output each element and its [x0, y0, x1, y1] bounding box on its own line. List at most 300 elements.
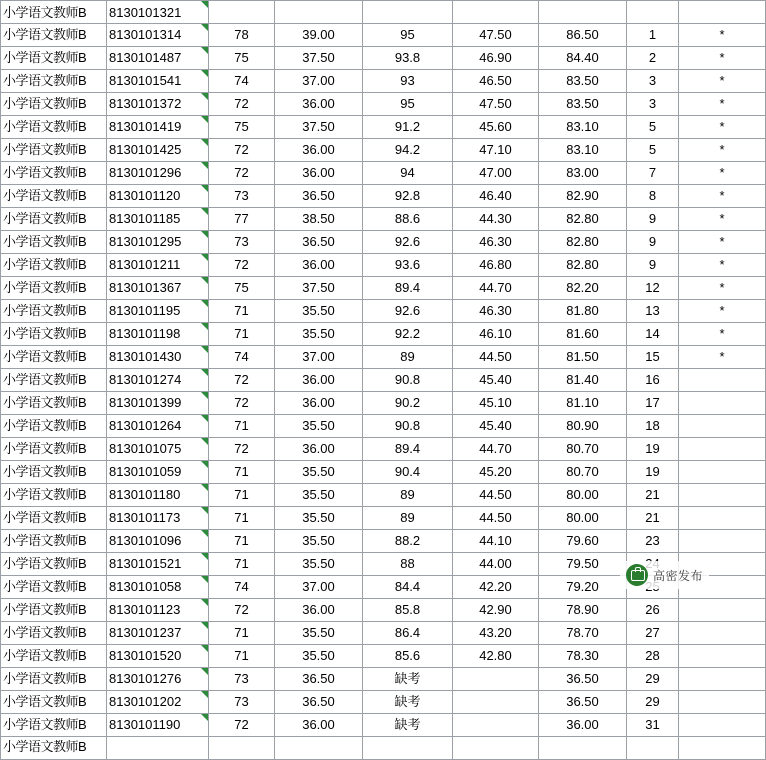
cell-note	[679, 461, 766, 484]
cell-written-score: 72	[209, 714, 275, 737]
cell-note: *	[679, 162, 766, 185]
cell-interview-score	[363, 1, 453, 24]
cell-exam-code: 8130101198	[107, 323, 209, 346]
cell-interview-score: 92.2	[363, 323, 453, 346]
cell-interview-score: 85.8	[363, 599, 453, 622]
cell-interview-converted: 43.20	[453, 622, 539, 645]
cell-interview-score: 90.8	[363, 415, 453, 438]
cell-total-score: 36.00	[539, 714, 627, 737]
cell-total-score: 81.80	[539, 300, 627, 323]
cell-exam-code: 8130101541	[107, 70, 209, 93]
cell-total-score: 80.00	[539, 507, 627, 530]
cell-post: 小学语文教师B	[1, 438, 107, 461]
cell-interview-score: 88	[363, 553, 453, 576]
cell-rank: 15	[627, 346, 679, 369]
cell-written-converted: 36.00	[275, 162, 363, 185]
cell-total-score: 82.80	[539, 208, 627, 231]
cell-total-score: 79.20	[539, 576, 627, 599]
cell-written-score: 72	[209, 162, 275, 185]
cell-exam-code: 8130101180	[107, 484, 209, 507]
cell-note	[679, 668, 766, 691]
cell-interview-converted: 46.40	[453, 185, 539, 208]
cell-written-converted: 36.00	[275, 714, 363, 737]
megaphone-icon	[626, 564, 648, 586]
cell-written-score: 72	[209, 139, 275, 162]
cell-written-converted: 35.50	[275, 415, 363, 438]
cell-total-score: 36.50	[539, 668, 627, 691]
cell-total-score: 83.50	[539, 93, 627, 116]
table-row[interactable]	[1, 93, 766, 116]
cell-note	[679, 737, 766, 760]
cell-written-score: 73	[209, 691, 275, 714]
cell-total-score: 83.50	[539, 70, 627, 93]
cell-written-score: 71	[209, 507, 275, 530]
cell-total-score: 78.70	[539, 622, 627, 645]
cell-interview-score: 93	[363, 70, 453, 93]
table-row[interactable]	[1, 231, 766, 254]
cell-written-converted: 38.50	[275, 208, 363, 231]
table-row[interactable]	[1, 162, 766, 185]
cell-post: 小学语文教师B	[1, 461, 107, 484]
cell-post: 小学语文教师B	[1, 277, 107, 300]
table-row-clipped-top[interactable]	[1, 1, 766, 24]
table-row[interactable]	[1, 369, 766, 392]
cell-rank	[627, 1, 679, 24]
cell-written-score: 71	[209, 461, 275, 484]
cell-written-score: 71	[209, 530, 275, 553]
cell-interview-score: 93.8	[363, 47, 453, 70]
cell-total-score: 78.90	[539, 599, 627, 622]
cell-rank: 9	[627, 208, 679, 231]
cell-rank: 7	[627, 162, 679, 185]
cell-written-score: 72	[209, 438, 275, 461]
cell-post: 小学语文教师B	[1, 484, 107, 507]
cell-total-score: 79.60	[539, 530, 627, 553]
cell-interview-score: 86.4	[363, 622, 453, 645]
cell-written-score: 78	[209, 24, 275, 47]
cell-rank: 1	[627, 24, 679, 47]
cell-interview-score: 88.2	[363, 530, 453, 553]
cell-note	[679, 484, 766, 507]
table-row[interactable]	[1, 622, 766, 645]
cell-note: *	[679, 47, 766, 70]
cell-interview-score: 93.6	[363, 254, 453, 277]
cell-written-converted: 36.50	[275, 231, 363, 254]
cell-exam-code: 8130101185	[107, 208, 209, 231]
cell-interview-converted: 46.90	[453, 47, 539, 70]
cell-interview-converted: 44.70	[453, 438, 539, 461]
cell-post: 小学语文教师B	[1, 254, 107, 277]
cell-interview-score: 89	[363, 346, 453, 369]
table-row[interactable]	[1, 47, 766, 70]
cell-interview-converted: 45.10	[453, 392, 539, 415]
cell-written-converted: 35.50	[275, 507, 363, 530]
cell-written-converted: 36.00	[275, 254, 363, 277]
table-row[interactable]	[1, 208, 766, 231]
cell-rank	[627, 737, 679, 760]
cell-written-converted: 37.00	[275, 70, 363, 93]
cell-post: 小学语文教师B	[1, 208, 107, 231]
cell-interview-score: 89	[363, 507, 453, 530]
table-row[interactable]	[1, 714, 766, 737]
cell-rank: 2	[627, 47, 679, 70]
table-row[interactable]	[1, 530, 766, 553]
cell-written-converted	[275, 737, 363, 760]
cell-rank: 5	[627, 116, 679, 139]
cell-interview-converted: 44.30	[453, 208, 539, 231]
cell-written-converted: 37.50	[275, 47, 363, 70]
watermark-label: 高密发布	[652, 568, 703, 583]
table-row[interactable]	[1, 507, 766, 530]
cell-interview-converted: 45.40	[453, 415, 539, 438]
cell-exam-code: 8130101123	[107, 599, 209, 622]
cell-total-score: 80.70	[539, 461, 627, 484]
cell-note: *	[679, 185, 766, 208]
table-row[interactable]	[1, 599, 766, 622]
cell-written-score: 71	[209, 300, 275, 323]
cell-interview-score: 92.6	[363, 300, 453, 323]
cell-interview-score: 90.8	[363, 369, 453, 392]
cell-total-score: 80.70	[539, 438, 627, 461]
cell-post: 小学语文教师B	[1, 645, 107, 668]
cell-total-score	[539, 1, 627, 24]
cell-exam-code: 8130101120	[107, 185, 209, 208]
cell-total-score	[539, 737, 627, 760]
cell-written-converted: 37.00	[275, 346, 363, 369]
cell-interview-score: 缺考	[363, 668, 453, 691]
cell-written-score: 71	[209, 484, 275, 507]
cell-interview-converted: 47.50	[453, 24, 539, 47]
cell-post: 小学语文教师B	[1, 369, 107, 392]
table-row[interactable]	[1, 185, 766, 208]
cell-written-converted: 35.50	[275, 300, 363, 323]
cell-post: 小学语文教师B	[1, 185, 107, 208]
cell-written-score: 72	[209, 254, 275, 277]
cell-written-score	[209, 737, 275, 760]
cell-written-converted: 36.00	[275, 438, 363, 461]
cell-written-converted: 35.50	[275, 323, 363, 346]
cell-note: *	[679, 323, 766, 346]
cell-note: *	[679, 93, 766, 116]
cell-total-score: 83.10	[539, 116, 627, 139]
cell-exam-code: 8130101211	[107, 254, 209, 277]
cell-exam-code: 8130101075	[107, 438, 209, 461]
cell-interview-score: 94	[363, 162, 453, 185]
cell-written-converted: 36.00	[275, 369, 363, 392]
cell-written-score: 75	[209, 47, 275, 70]
cell-note: *	[679, 254, 766, 277]
cell-rank: 29	[627, 691, 679, 714]
cell-exam-code: 8130101520	[107, 645, 209, 668]
cell-post: 小学语文教师B	[1, 691, 107, 714]
cell-interview-score: 95	[363, 24, 453, 47]
cell-note: *	[679, 231, 766, 254]
cell-written-score: 74	[209, 70, 275, 93]
cell-interview-converted: 44.70	[453, 277, 539, 300]
cell-rank: 18	[627, 415, 679, 438]
cell-exam-code: 8130101372	[107, 93, 209, 116]
table-row[interactable]	[1, 116, 766, 139]
cell-rank: 21	[627, 507, 679, 530]
cell-written-score: 71	[209, 323, 275, 346]
cell-written-score	[209, 1, 275, 24]
table-row-clipped-bottom[interactable]	[1, 737, 766, 760]
table-row[interactable]	[1, 415, 766, 438]
cell-written-score: 73	[209, 668, 275, 691]
cell-note	[679, 507, 766, 530]
cell-written-converted: 36.00	[275, 139, 363, 162]
cell-interview-score	[363, 737, 453, 760]
cell-written-score: 72	[209, 599, 275, 622]
watermark-badge	[620, 561, 709, 589]
cell-rank: 14	[627, 323, 679, 346]
cell-total-score: 82.20	[539, 277, 627, 300]
cell-interview-converted: 44.50	[453, 507, 539, 530]
cell-written-converted: 35.50	[275, 461, 363, 484]
cell-interview-score: 84.4	[363, 576, 453, 599]
table-row[interactable]	[1, 300, 766, 323]
cell-rank: 17	[627, 392, 679, 415]
cell-post: 小学语文教师B	[1, 415, 107, 438]
cell-post: 小学语文教师B	[1, 576, 107, 599]
cell-written-score: 71	[209, 622, 275, 645]
cell-post: 小学语文教师B	[1, 1, 107, 24]
cell-interview-score: 95	[363, 93, 453, 116]
cell-note: *	[679, 300, 766, 323]
cell-written-converted: 36.00	[275, 93, 363, 116]
cell-post: 小学语文教师B	[1, 599, 107, 622]
cell-rank: 16	[627, 369, 679, 392]
cell-written-converted: 37.00	[275, 576, 363, 599]
cell-interview-converted: 42.80	[453, 645, 539, 668]
cell-interview-score: 89.4	[363, 277, 453, 300]
table-row[interactable]	[1, 70, 766, 93]
cell-note: *	[679, 346, 766, 369]
cell-total-score: 81.40	[539, 369, 627, 392]
cell-rank: 13	[627, 300, 679, 323]
cell-rank: 19	[627, 438, 679, 461]
cell-interview-score: 91.2	[363, 116, 453, 139]
cell-exam-code: 8130101367	[107, 277, 209, 300]
cell-note: *	[679, 70, 766, 93]
cell-post: 小学语文教师B	[1, 116, 107, 139]
cell-exam-code: 8130101399	[107, 392, 209, 415]
cell-rank: 23	[627, 530, 679, 553]
cell-exam-code: 8130101419	[107, 116, 209, 139]
cell-exam-code: 8130101202	[107, 691, 209, 714]
cell-interview-converted: 44.10	[453, 530, 539, 553]
cell-exam-code: 8130101487	[107, 47, 209, 70]
cell-post: 小学语文教师B	[1, 737, 107, 760]
cell-post: 小学语文教师B	[1, 668, 107, 691]
cell-interview-converted: 42.90	[453, 599, 539, 622]
cell-interview-score: 92.6	[363, 231, 453, 254]
cell-written-converted: 35.50	[275, 645, 363, 668]
table-row[interactable]	[1, 346, 766, 369]
cell-interview-score: 89.4	[363, 438, 453, 461]
cell-rank: 28	[627, 645, 679, 668]
cell-interview-converted: 47.10	[453, 139, 539, 162]
cell-rank: 9	[627, 254, 679, 277]
cell-interview-converted	[453, 668, 539, 691]
cell-interview-converted: 46.30	[453, 231, 539, 254]
cell-exam-code: 8130101059	[107, 461, 209, 484]
table-row[interactable]	[1, 277, 766, 300]
cell-note	[679, 691, 766, 714]
table-row[interactable]	[1, 254, 766, 277]
cell-exam-code: 8130101295	[107, 231, 209, 254]
cell-post: 小学语文教师B	[1, 714, 107, 737]
cell-note	[679, 530, 766, 553]
cell-post: 小学语文教师B	[1, 139, 107, 162]
cell-exam-code: 8130101190	[107, 714, 209, 737]
cell-total-score: 81.60	[539, 323, 627, 346]
cell-written-score: 74	[209, 576, 275, 599]
cell-written-converted: 36.50	[275, 691, 363, 714]
cell-post: 小学语文教师B	[1, 622, 107, 645]
cell-rank: 5	[627, 139, 679, 162]
cell-written-converted: 36.00	[275, 392, 363, 415]
cell-interview-converted: 47.50	[453, 93, 539, 116]
cell-interview-score: 94.2	[363, 139, 453, 162]
cell-written-converted: 36.50	[275, 185, 363, 208]
cell-total-score: 81.50	[539, 346, 627, 369]
cell-rank: 26	[627, 599, 679, 622]
table-row[interactable]	[1, 691, 766, 714]
cell-exam-code: 8130101264	[107, 415, 209, 438]
cell-rank: 31	[627, 714, 679, 737]
cell-total-score: 81.10	[539, 392, 627, 415]
cell-interview-converted: 42.20	[453, 576, 539, 599]
cell-rank: 29	[627, 668, 679, 691]
cell-total-score: 86.50	[539, 24, 627, 47]
table-row[interactable]	[1, 668, 766, 691]
cell-rank: 3	[627, 93, 679, 116]
cell-written-converted: 39.00	[275, 24, 363, 47]
cell-total-score: 80.90	[539, 415, 627, 438]
cell-written-converted: 35.50	[275, 530, 363, 553]
cell-note: *	[679, 139, 766, 162]
cell-exam-code: 8130101425	[107, 139, 209, 162]
cell-written-score: 75	[209, 116, 275, 139]
table-row[interactable]	[1, 645, 766, 668]
cell-interview-score: 90.4	[363, 461, 453, 484]
cell-interview-converted: 47.00	[453, 162, 539, 185]
cell-written-score: 72	[209, 392, 275, 415]
cell-note	[679, 369, 766, 392]
cell-interview-converted: 45.60	[453, 116, 539, 139]
cell-post: 小学语文教师B	[1, 392, 107, 415]
cell-exam-code: 8130101173	[107, 507, 209, 530]
table-row[interactable]	[1, 438, 766, 461]
cell-interview-converted: 46.10	[453, 323, 539, 346]
cell-exam-code: 8130101195	[107, 300, 209, 323]
cell-exam-code: 8130101296	[107, 162, 209, 185]
cell-post: 小学语文教师B	[1, 323, 107, 346]
cell-interview-score: 92.8	[363, 185, 453, 208]
cell-total-score: 82.90	[539, 185, 627, 208]
table-row[interactable]	[1, 323, 766, 346]
table-row[interactable]	[1, 484, 766, 507]
cell-note	[679, 645, 766, 668]
table-row[interactable]	[1, 139, 766, 162]
cell-interview-converted: 46.30	[453, 300, 539, 323]
table-row[interactable]	[1, 461, 766, 484]
cell-rank: 9	[627, 231, 679, 254]
cell-total-score: 84.40	[539, 47, 627, 70]
cell-note: *	[679, 116, 766, 139]
cell-exam-code: 8130101521	[107, 553, 209, 576]
cell-written-score: 73	[209, 231, 275, 254]
cell-post: 小学语文教师B	[1, 93, 107, 116]
cell-interview-converted: 46.50	[453, 70, 539, 93]
cell-interview-converted: 46.80	[453, 254, 539, 277]
cell-interview-score: 缺考	[363, 691, 453, 714]
cell-interview-converted: 45.40	[453, 369, 539, 392]
cell-written-converted: 36.50	[275, 668, 363, 691]
cell-rank: 19	[627, 461, 679, 484]
cell-interview-converted: 45.20	[453, 461, 539, 484]
cell-interview-converted: 44.50	[453, 484, 539, 507]
cell-note: *	[679, 24, 766, 47]
cell-written-converted: 36.00	[275, 599, 363, 622]
cell-rank: 21	[627, 484, 679, 507]
cell-post: 小学语文教师B	[1, 70, 107, 93]
cell-written-converted: 37.50	[275, 116, 363, 139]
cell-note	[679, 438, 766, 461]
cell-written-score: 71	[209, 553, 275, 576]
cell-interview-converted	[453, 714, 539, 737]
table-body	[1, 1, 766, 760]
cell-interview-score: 85.6	[363, 645, 453, 668]
cell-note	[679, 714, 766, 737]
table-row[interactable]	[1, 24, 766, 47]
cell-post: 小学语文教师B	[1, 553, 107, 576]
cell-written-converted: 35.50	[275, 553, 363, 576]
cell-rank: 3	[627, 70, 679, 93]
cell-exam-code: 8130101274	[107, 369, 209, 392]
cell-interview-converted: 44.00	[453, 553, 539, 576]
cell-exam-code: 8130101430	[107, 346, 209, 369]
cell-exam-code: 8130101096	[107, 530, 209, 553]
cell-written-score: 72	[209, 93, 275, 116]
cell-interview-score: 88.6	[363, 208, 453, 231]
cell-note	[679, 599, 766, 622]
cell-exam-code: 8130101276	[107, 668, 209, 691]
cell-written-converted: 35.50	[275, 622, 363, 645]
cell-post: 小学语文教师B	[1, 24, 107, 47]
cell-total-score: 82.80	[539, 231, 627, 254]
cell-written-converted: 35.50	[275, 484, 363, 507]
cell-written-score: 71	[209, 415, 275, 438]
cell-interview-score: 89	[363, 484, 453, 507]
cell-exam-code	[107, 737, 209, 760]
cell-exam-code: 8130101314	[107, 24, 209, 47]
cell-written-score: 73	[209, 185, 275, 208]
cell-total-score: 80.00	[539, 484, 627, 507]
cell-interview-score: 缺考	[363, 714, 453, 737]
cell-rank: 12	[627, 277, 679, 300]
table-row[interactable]	[1, 392, 766, 415]
cell-post: 小学语文教师B	[1, 47, 107, 70]
cell-written-score: 74	[209, 346, 275, 369]
cell-note	[679, 392, 766, 415]
cell-post: 小学语文教师B	[1, 162, 107, 185]
cell-rank: 27	[627, 622, 679, 645]
cell-rank: 8	[627, 185, 679, 208]
cell-written-score: 77	[209, 208, 275, 231]
cell-total-score: 83.10	[539, 139, 627, 162]
